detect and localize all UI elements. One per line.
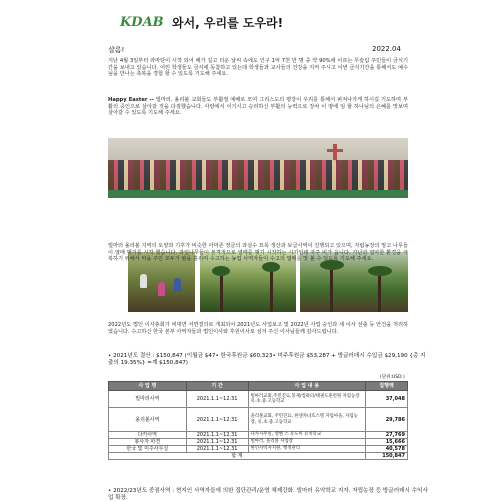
project-name: 봉사자 파견 [109, 439, 187, 446]
paragraph-easter [108, 97, 408, 117]
project-name: 다카사역 [109, 432, 187, 439]
tree-canopy [212, 266, 230, 276]
col-header-content: 사 업 내 용 [248, 382, 365, 391]
project-desc: 빌마러, 올리볼 사업장 [248, 439, 365, 446]
project-desc: 다카사무실, 엘벨 스 유도미 유치학교 [248, 432, 365, 439]
easter-body: 빌마러, 올리볼 교회들도 부활절 예배로 모여 그리스도의 평강이 우리를 통해서 퍼져나가게 하시길 기도하며 부활의 증인으로 살아갈 것을 다짐했습니다. 사랑에서 이기시고 승리하신 부활의 능력으로 장차 이 땅에 임 할 하나님의 은혜를 맛보며 살아갈 수 있도록 기도해 주세요. [108, 97, 408, 117]
project-desc: 한인사역자지원, 행정관리 [248, 446, 365, 453]
project-period: 2021.1.1~12.31 [186, 408, 248, 432]
col-header-project: 사 업 명 [109, 382, 187, 391]
table-row [109, 391, 408, 408]
easter-worship-photo [108, 138, 408, 198]
total-label: 합 계 [109, 453, 366, 460]
project-desc: 올리볼교회, 주민진료, 한센자녀호스텔 자립마을, 자립농장, 유.초.중.고등학교 [248, 408, 365, 432]
total-amount: 150,847 [366, 453, 408, 460]
project-period: 2021.1.1~12.31 [186, 439, 248, 446]
project-name: 한국 및 미주사무실 [109, 446, 187, 453]
unit-note: (단위:USD ) [380, 375, 405, 380]
tree-canopy [368, 266, 392, 276]
headline: 와서, 우리를 도우라! [172, 16, 284, 30]
project-period: 2021.1.1~12.31 [186, 446, 248, 453]
project-amount: 27,769 [366, 432, 408, 439]
table-row [109, 446, 408, 453]
paragraph-ramadan: 지난 4월 3일부터 라마단이 시작 되어 해가 길고 더운 날씨 속에도 인구 1억 7천 만 명 중 약 90%에 이르는 무슬림 주민들이 금식기간을 보내고 있습니다. 어린 학생들도 금식에 동참하고 있는데 학생들과 교사들의 건강을 지켜 주시고 이번 금식기간을 통해서도 예수님을 만나는 축복을 경험 할 수 있도록 기도해 주세요. [108, 58, 408, 78]
table-total-row [109, 453, 408, 460]
tree-trunk [330, 266, 333, 312]
project-name: 올리볼사역 [109, 408, 187, 432]
kdab-logo: KDAB [120, 15, 164, 30]
person-figure [140, 274, 147, 288]
person-figure [158, 282, 165, 296]
cross-bar-shape [327, 149, 343, 152]
paragraph-board-meeting: 2022년도 법인 이사총회가 비대면 서면결의로 개최되어 2021년도 사업보고 및 2022년 사업 승인과 새 이사 선출 등 안건을 처리하였습니다. 수고하신 한국 본부 사역자들과 법인이사와 후원이사로 섬겨 주신 이사님들께 감사드립니다. [108, 322, 408, 335]
issue-date: 2022.04 [372, 45, 401, 53]
expenditure-table [108, 381, 408, 460]
floor-mat [108, 190, 408, 198]
focus-plan: • 2022/23년도 중점사역 : 현지인 사역자들에 의한 집단관리/운영 체제강화. 빌마러 유악학교 지자. 자립농장 등 방글러데시 수익사업 확장. [108, 488, 428, 501]
easter-lead: Happy Easter -- [108, 97, 154, 103]
project-period: 2021.1.1~12.31 [186, 432, 248, 439]
greeting: 샬롬! [108, 46, 125, 54]
col-header-period: 기 간 [186, 382, 248, 391]
tree-trunk [378, 270, 381, 312]
settlement-summary: • 2021년도 결산 : $150,847 (이월금 $47• 한국후원금 $60,323• 미주후원금 $53,287 + 방글러데시 수입금 $29,190 {총 지출의 19.35%} =계 $150,847) [108, 353, 426, 366]
project-amount: 37,048 [366, 391, 408, 408]
table-row [109, 408, 408, 432]
table-row [109, 439, 408, 446]
project-name: 빌마러사역 [109, 391, 187, 408]
project-amount: 40,578 [366, 446, 408, 453]
tree-canopy [262, 262, 280, 272]
table-row [109, 432, 408, 439]
col-header-amount: 집행액 [366, 382, 408, 391]
project-period: 2021.1.1~12.31 [186, 391, 248, 408]
congregation [108, 160, 408, 190]
paragraph-orchard: 빌마러 올리볼 지역의 토양과 기후가 비슷한 아마존 정글의 과실수 묘목 생산과 보급사역이 진행되고 있으며, 자립농장의 망고 나무들이 열매 맺기를 시작 했습니다. 과일나무들이 본격적으로 열매를 맺기 시작하는 시기인데 자주 비가 옵니다. 가난과 열악한 환경을 극복하기 위해서 마을 주민 모두가 땀을 흘리며 수고하는 농업 사역자들이 수고의 열매를 맛 볼 수 있도록 기도해 주세요. [108, 243, 408, 263]
project-amount: 15,666 [366, 439, 408, 446]
project-desc: 빌마러교회,주민진료,봉제/컴퓨터/태권도훈련원 자립농장 유.초.중.고등학교 [248, 391, 365, 408]
tree-trunk [220, 272, 223, 312]
project-amount: 29,786 [366, 408, 408, 432]
person-figure [174, 278, 181, 292]
tree-trunk [270, 268, 273, 312]
table-header-row [109, 382, 408, 391]
